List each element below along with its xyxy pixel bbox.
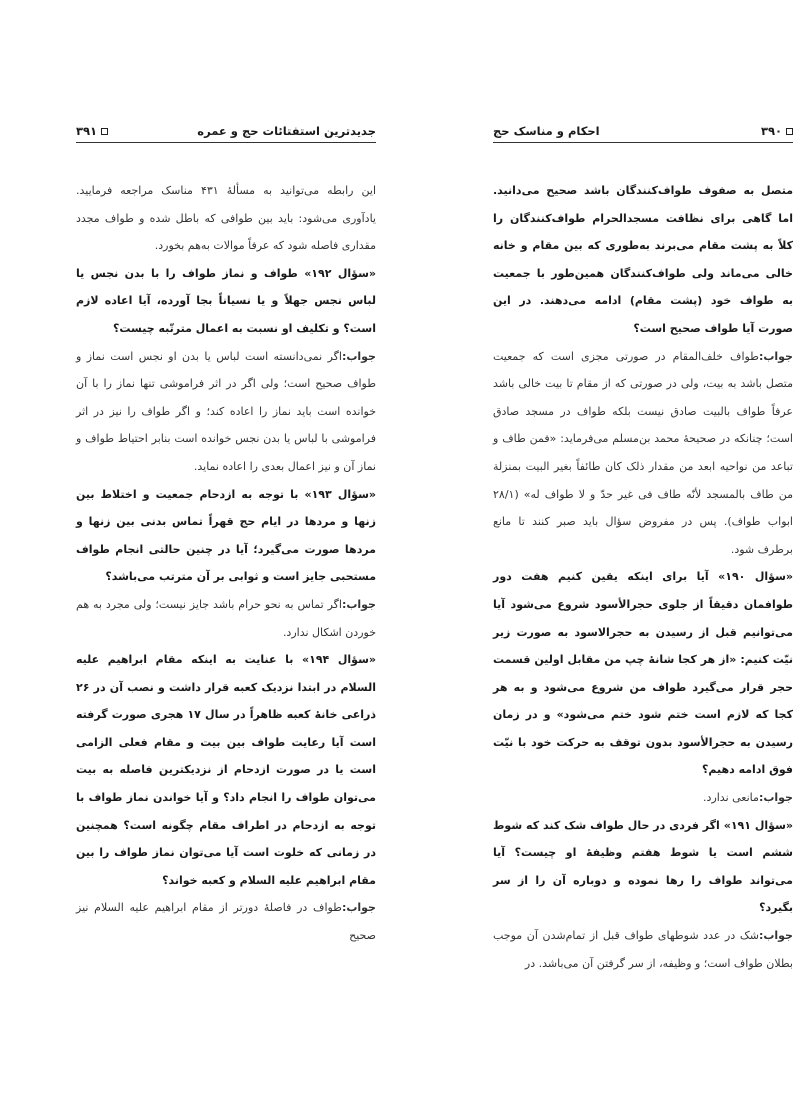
page-right <box>493 124 793 977</box>
answer-paragraph <box>76 343 376 481</box>
answer-label: جواب: <box>341 901 376 915</box>
page-header <box>493 124 793 143</box>
answer-paragraph <box>76 177 376 260</box>
answer-paragraph <box>493 922 793 977</box>
answer-paragraph <box>76 894 376 949</box>
answer-text: شک در عدد شوطهای طواف قبل از تمام‌شدن آن موجب بطلان طواف است؛ و وظیفه، از سر گرفتن آن می‌باشد. در <box>493 929 793 970</box>
page-left <box>76 124 376 950</box>
square-icon <box>101 128 108 135</box>
question-text: متصل به صفوف طواف‌کنندگان باشد صحیح می‌دانید. اما گاهی برای نظافت مسجدالحرام طواف‌کنندگان را کلاً به پشت مقام می‌برند به‌طوری که بین مقام و خانه خالی می‌ماند ولی طواف‌کنندگان همین‌طور با جمعیت به طواف خود (پشت مقام) ادامه می‌دهند. در این صورت آیا طواف صحیح است؟ <box>493 184 793 335</box>
answer-paragraph <box>76 591 376 646</box>
question-text: «سؤال ۱۹۰» آیا برای اینکه یقین کنیم هفت دور طوافمان دقیقاً از جلوی حجرالأسود شروع می‌شود آیا می‌توانیم قبل از رسیدن به حجرالاسود به صورت زیر نیّت کنیم: «از هر کجا شانهٔ چپ من مقابل اولین قسمت حجر قرار می‌گیرد طواف من شروع می‌شود و به هر کجا که لازم است ختم شود ختم می‌شود» و در زمان رسیدن به حجرالأسود بدون توقف به حرکت خود با نیّت فوق ادامه دهیم؟ <box>493 570 794 777</box>
answer-text: طواف خلف‌المقام در صورتی مجزی است که جمعیت متصل باشد به بیت، ولی در صورتی که از مقام تا بیت خالی باشد عرفاً طواف بالبیت صادق نیست بلکه طواف در مسجد صادق است؛ چنانکه در صحیحهٔ محمد بن‌مسلم می‌فرماید: «فمن طاف و تباعد من نواحیه ابعد من مقدار ذلک کان طائفاً بغیر البیت بمنزلة من طاف بالمسجد لأنّه طاف فی غیر حدّ و لا طواف له» (۲۸/۱ ابواب طواف). پس در مفروض سؤال باید صبر کنند تا مانع برطرف شود. <box>493 349 793 556</box>
question-text: «سؤال ۱۹۲» طواف و نماز طواف را با بدن نجس یا لباس نجس جهلاً و یا نسیاناً بجا آورده، آیا اعاده لازم است؟ و تکلیف او نسبت به اعمال مترتّبه چیست؟ <box>76 266 376 335</box>
answer-label: جواب: <box>341 597 376 611</box>
running-title: احکام و مناسک حج <box>493 124 600 138</box>
square-icon <box>786 128 793 135</box>
answer-paragraph <box>493 343 793 564</box>
page-body <box>76 177 376 950</box>
question-paragraph <box>493 177 793 343</box>
answer-label: جواب: <box>758 791 793 805</box>
question-paragraph <box>493 812 793 922</box>
question-text: «سؤال ۱۹۴» با عنایت به اینکه مقام ابراهیم علیه السلام در ابتدا نزدیک کعبه قرار داشت و نصب آن در ۲۶ ذراعی خانهٔ کعبه ظاهراً در سال ۱۷ هجری صورت گرفته است آیا رعایت طواف بین بیت و مقام فعلی الزامی است یا در صورت ازدحام از نزدیکترین فاصله به بیت می‌توان طواف را انجام داد؟ و آیا خواندن نماز طواف با توجه به ازدحام در اطراف مقام چگونه است؟ همچنین در زمانی که خلوت است آیا می‌توان نماز طواف را بین مقام ابراهیم علیه السلام و کعبه خواند؟ <box>76 653 377 887</box>
answer-text: اگر نمی‌دانسته است لباس یا بدن او نجس است نماز و طواف صحیح است؛ ولی اگر در اثر فراموشی تنها نماز را با آن خوانده است باید نماز را اعاده کند؛ و اگر طواف را نیز در اثر فراموشی با لباس یا بدن نجس خوانده است بنابر احتیاط طواف و نماز آن و نیز اعمال بعدی را اعاده نماید. <box>76 349 376 473</box>
answer-label: جواب: <box>758 349 793 363</box>
page-body <box>493 177 793 977</box>
answer-text: طواف در فاصلهٔ دورتر از مقام ابراهیم علیه السلام نیز صحیح <box>76 901 376 943</box>
answer-label: جواب: <box>341 349 376 363</box>
question-text: «سؤال ۱۹۱» اگر فردی در حال طواف شک کند که شوط ششم است یا شوط هفتم وظیفهٔ او چیست؟ آیا می‌تواند طواف را رها نموده و دوباره آن را از سر بگیرد؟ <box>493 818 793 915</box>
answer-text: مانعی ندارد. <box>703 791 759 805</box>
answer-text: این رابطه می‌توانید به مسألهٔ ۴۳۱ مناسک مراجعه فرمایید. یادآوری می‌شود: باید بین طوافی که باطل شده و طواف مجدد مقداری فاصله شود که عرفاً موالات به‌هم بخورد. <box>76 184 377 253</box>
answer-label: جواب: <box>758 929 793 943</box>
question-paragraph <box>76 481 376 591</box>
answer-paragraph <box>493 784 793 812</box>
question-text: «سؤال ۱۹۳» با توجه به ازدحام جمعیت و اختلاط بین زنها و مردها در ایام حج قهراً تماس بدنی بین زنها و مردها صورت می‌گیرد؛ آیا در چنین حالتی انجام طواف مستحبی جایز است و ثوابی بر آن مترتب می‌باشد؟ <box>76 487 376 584</box>
question-paragraph <box>76 646 376 894</box>
running-title: جدیدترین استفتائات حج و عمره <box>197 124 376 138</box>
question-paragraph <box>76 260 376 343</box>
page-number: ۳۹۱ <box>76 124 108 138</box>
page-number: ۳۹۰ <box>761 124 793 138</box>
question-paragraph <box>493 563 793 784</box>
page-header <box>76 124 376 143</box>
answer-text: اگر تماس به نحو حرام باشد جایز نیست؛ ولی مجرد به هم خوردن اشکال ندارد. <box>76 597 376 639</box>
